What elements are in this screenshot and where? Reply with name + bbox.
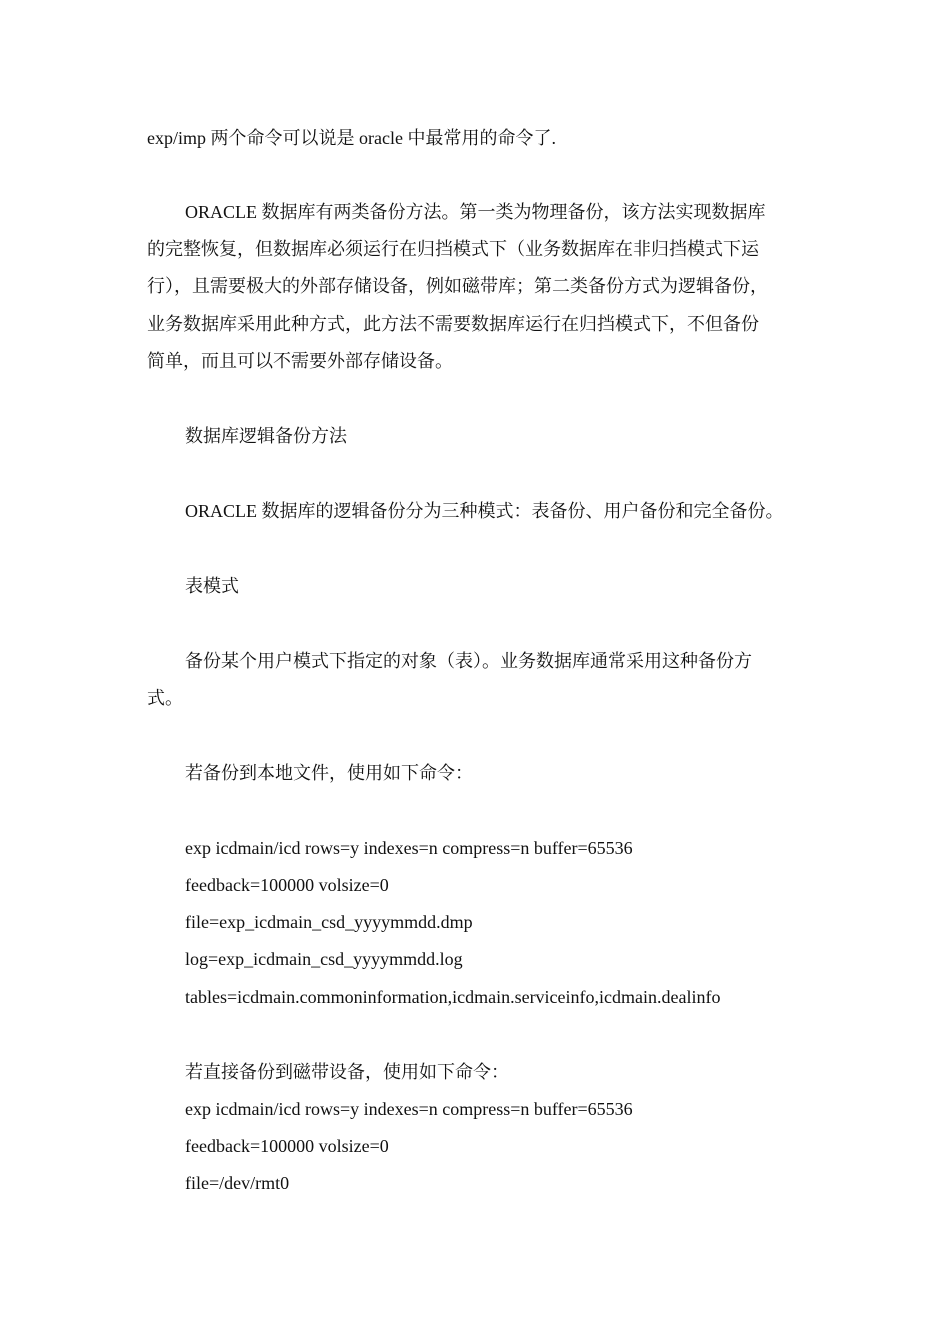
methods-paragraph-line-2: 的完整恢复，但数据库必须运行在归挡模式下（业务数据库在非归挡模式下运 <box>147 239 759 259</box>
local-command-line-2: feedback=100000 volsize=0 <box>185 875 389 895</box>
intro-line: exp/imp 两个命令可以说是 oracle 中最常用的命令了. <box>147 128 556 148</box>
tape-command-line-3: file=/dev/rmt0 <box>185 1173 290 1193</box>
tape-command-line-1: exp icdmain/icd rows=y indexes=n compress=n buffer=65536 <box>185 1099 633 1119</box>
table-mode-paragraph-line-2: 式。 <box>147 688 183 708</box>
methods-paragraph-line-5: 简单，而且可以不需要外部存储设备。 <box>147 351 453 371</box>
methods-paragraph-line-1: ORACLE 数据库有两类备份方法。第一类为物理备份，该方法实现数据库 <box>185 202 766 222</box>
tape-command-line-2: feedback=100000 volsize=0 <box>185 1136 389 1156</box>
methods-paragraph-line-3: 行），且需要极大的外部存储设备，例如磁带库；第二类备份方式为逻辑备份， <box>147 276 768 296</box>
table-mode-paragraph-line-1: 备份某个用户模式下指定的对象（表）。业务数据库通常采用这种备份方 <box>185 651 752 671</box>
local-file-label: 若备份到本地文件，使用如下命令： <box>185 763 473 783</box>
local-command-line-3: file=exp_icdmain_csd_yyyymmdd.dmp <box>185 912 473 932</box>
tape-label: 若直接备份到磁带设备，使用如下命令： <box>185 1062 509 1082</box>
local-command-line-5: tables=icdmain.commoninformation,icdmain.serviceinfo,icdmain.dealinfo <box>185 987 721 1007</box>
local-command-line-4: log=exp_icdmain_csd_yyyymmdd.log <box>185 949 463 969</box>
local-command-line-1: exp icdmain/icd rows=y indexes=n compress=n buffer=65536 <box>185 838 633 858</box>
heading-logical-backup: 数据库逻辑备份方法 <box>185 426 347 446</box>
heading-table-mode: 表模式 <box>185 576 239 596</box>
methods-paragraph-line-4: 业务数据库采用此种方式，此方法不需要数据库运行在归挡模式下，不但备份 <box>147 314 759 334</box>
modes-paragraph: ORACLE 数据库的逻辑备份分为三种模式：表备份、用户备份和完全备份。 <box>185 501 784 521</box>
